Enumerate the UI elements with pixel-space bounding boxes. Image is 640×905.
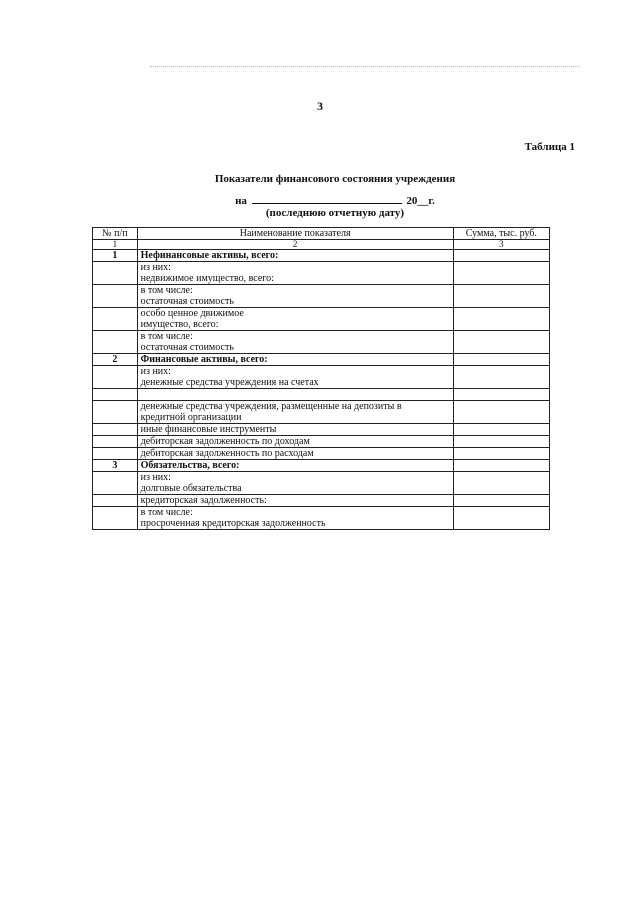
row-amount-cell [453,354,549,366]
row-amount-cell [453,262,549,285]
table-header-row [93,228,550,240]
row-amount-cell [453,331,549,354]
row-amount-cell [453,389,549,401]
row-indicator-cell [137,460,453,472]
row-amount-cell [453,366,549,389]
row-number-cell [93,389,138,401]
indicator-text: денежные средства учреждения на счетах [140,377,319,388]
document-title: Показатели финансового состояния учреждения [214,173,456,185]
row-indicator-cell [137,250,453,262]
indicator-text: Нефинансовые активы, всего: [140,250,279,261]
indicator-text: кредиторская задолженность: [140,495,267,506]
page-number: 3 [317,99,323,113]
table-row [93,401,550,424]
row-amount-cell [453,448,549,460]
header-amount: Сумма, тыс. руб. [453,228,549,240]
table-body [93,250,550,530]
indicator-text: денежные средства учреждения, размещенные на депозиты в [140,401,402,412]
row-number-cell [93,308,138,331]
row-indicator-cell [137,472,453,495]
date-note: (последнюю отчетную дату) [265,207,405,219]
table-row [93,331,550,354]
row-number-cell [93,507,138,530]
row-amount-cell [453,460,549,472]
row-indicator-cell [137,389,453,401]
indicator-text [141,389,450,400]
row-number-cell [93,448,138,460]
indicator-text: особо ценное движимое [140,308,244,319]
table-label: Таблица 1 [524,141,575,153]
row-indicator-cell [137,366,453,389]
row-number-cell [93,366,138,389]
row-number-cell [93,331,138,354]
row-amount-cell [453,472,549,495]
indicator-text: иные финансовые инструменты [140,424,277,435]
indicator-text: остаточная стоимость [140,342,234,353]
indicator-text: Обязательства, всего: [140,460,240,471]
indicator-text: просроченная кредиторская задолженность [140,518,326,529]
row-indicator-cell [137,448,453,460]
row-number-cell: 1 [93,250,138,262]
indicator-text: кредитной организации [140,412,242,423]
index-cell: 2 [137,240,453,250]
row-number-cell: 3 [93,460,138,472]
date-prefix: на [235,195,247,207]
table-row [93,424,550,436]
row-indicator-cell [137,331,453,354]
row-indicator-cell [137,262,453,285]
row-indicator-cell [137,495,453,507]
indicator-text: из них: [140,472,171,483]
financial-indicators-table [92,227,550,530]
row-number-cell [93,436,138,448]
row-indicator-cell [137,308,453,331]
indicator-text: долговые обязательства [140,483,242,494]
index-cell: 1 [93,240,138,250]
indicator-text: в том числе: [140,507,193,518]
row-number-cell [93,472,138,495]
index-cell: 3 [453,240,549,250]
indicator-text: дебиторская задолженность по расходам [140,448,314,459]
row-indicator-cell [137,424,453,436]
table-row [93,366,550,389]
header-number: № п/п [93,228,138,240]
row-amount-cell [453,495,549,507]
header-indicator-name: Наименование показателя [137,228,453,240]
scan-artifact-line [150,66,580,68]
row-indicator-cell [137,401,453,424]
indicator-text: из них: [140,262,171,273]
row-indicator-cell [137,354,453,366]
row-amount-cell [453,424,549,436]
row-amount-cell [453,507,549,530]
date-blank-field [252,194,402,204]
row-number-cell [93,285,138,308]
indicator-text: дебиторская задолженность по доходам [140,436,310,447]
date-year-suffix: 20__г. [406,195,435,207]
table-row [93,389,550,401]
row-number-cell [93,401,138,424]
row-number-cell [93,495,138,507]
row-number-cell [93,262,138,285]
indicator-text: имущество, всего: [140,319,219,330]
table-index-row [93,240,550,250]
row-indicator-cell [137,507,453,530]
table-row [93,285,550,308]
indicator-text: остаточная стоимость [140,296,234,307]
table-row [93,460,550,472]
row-number-cell: 2 [93,354,138,366]
table-row [93,472,550,495]
indicator-text: в том числе: [140,331,193,342]
table-row [93,436,550,448]
row-amount-cell [453,436,549,448]
table-row [93,308,550,331]
row-amount-cell [453,250,549,262]
table-row [93,250,550,262]
row-amount-cell [453,285,549,308]
report-date-line [90,194,580,208]
table-row [93,495,550,507]
table-row [93,354,550,366]
indicator-text: Финансовые активы, всего: [140,354,268,365]
row-number-cell [93,424,138,436]
indicator-text: в том числе: [140,285,193,296]
indicator-text: недвижимое имущество, всего: [140,273,274,284]
table-row [93,448,550,460]
table-row [93,262,550,285]
table-row [93,507,550,530]
row-amount-cell [453,308,549,331]
indicator-text: из них: [140,366,171,377]
row-indicator-cell [137,436,453,448]
row-amount-cell [453,401,549,424]
row-indicator-cell [137,285,453,308]
